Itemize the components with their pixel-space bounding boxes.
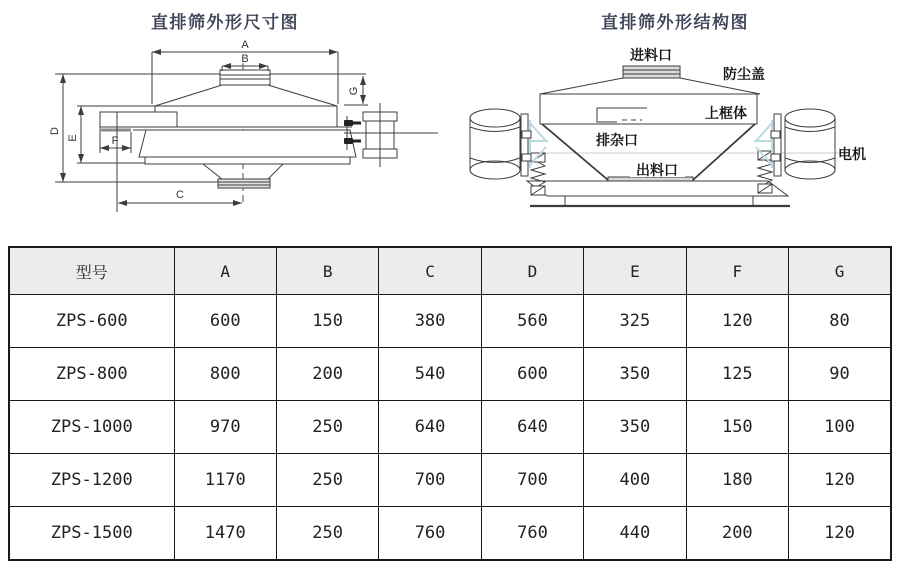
value-cell: 150 xyxy=(686,401,788,454)
value-cell: 120 xyxy=(686,295,788,348)
table-row xyxy=(9,401,891,454)
motor-left xyxy=(470,109,520,179)
model-cell: ZPS-600 xyxy=(9,295,174,348)
table-row xyxy=(9,454,891,507)
value-cell: 640 xyxy=(379,401,481,454)
value-cell: 250 xyxy=(276,507,378,561)
value-cell: 600 xyxy=(481,348,583,401)
value-cell: 1170 xyxy=(174,454,276,507)
value-cell: 640 xyxy=(481,401,583,454)
value-cell: 970 xyxy=(174,401,276,454)
dimension-figure-title: 直排筛外形尺寸图 xyxy=(151,13,299,32)
value-cell: 440 xyxy=(584,507,686,561)
model-cell: ZPS-1200 xyxy=(9,454,174,507)
motor-right xyxy=(785,109,835,179)
side-motor xyxy=(344,103,438,167)
value-cell: 700 xyxy=(481,454,583,507)
value-cell: 760 xyxy=(481,507,583,561)
dimension-diagram xyxy=(0,0,450,235)
value-cell: 80 xyxy=(789,295,891,348)
structure-figure-title: 直排筛外形结构图 xyxy=(601,13,749,32)
inlet-flange xyxy=(220,70,270,85)
header-e: E xyxy=(584,247,686,295)
table-row xyxy=(9,348,891,401)
table-row xyxy=(9,507,891,561)
dim-label-c: C xyxy=(176,189,184,201)
value-cell: 250 xyxy=(276,454,378,507)
top-cone xyxy=(155,85,337,106)
header-c: C xyxy=(379,247,481,295)
dim-label-d: D xyxy=(49,127,61,135)
label-upper-frame: 上框体 xyxy=(705,105,747,121)
value-cell: 100 xyxy=(789,401,891,454)
header-g: G xyxy=(789,247,891,295)
value-cell: 540 xyxy=(379,348,481,401)
value-cell: 250 xyxy=(276,401,378,454)
dim-label-g: G xyxy=(348,86,360,96)
table-row xyxy=(9,295,891,348)
dim-label-f: F xyxy=(111,135,119,147)
mount-bracket-right xyxy=(754,120,772,168)
label-motor: 电机 xyxy=(838,146,866,162)
value-cell: 200 xyxy=(276,348,378,401)
label-discharge-outlet: 出料口 xyxy=(636,162,678,178)
header-f: F xyxy=(686,247,788,295)
upper-body xyxy=(155,106,337,127)
header-b: B xyxy=(276,247,378,295)
structure-drawing xyxy=(470,66,840,206)
structure-diagram xyxy=(450,0,900,235)
value-cell: 125 xyxy=(686,348,788,401)
inlet-flange xyxy=(623,66,680,78)
value-cell: 380 xyxy=(379,295,481,348)
value-cell: 150 xyxy=(276,295,378,348)
dimension-table xyxy=(8,246,892,561)
dim-label-a: A xyxy=(241,39,249,51)
value-cell: 325 xyxy=(584,295,686,348)
label-inlet: 进料口 xyxy=(630,47,672,63)
value-cell: 560 xyxy=(481,295,583,348)
value-cell: 120 xyxy=(789,507,891,561)
value-cell: 90 xyxy=(789,348,891,401)
table-header-row xyxy=(9,247,891,295)
value-cell: 350 xyxy=(584,401,686,454)
value-cell: 200 xyxy=(686,507,788,561)
dim-label-b: B xyxy=(241,53,249,65)
value-cell: 400 xyxy=(584,454,686,507)
dim-label-e: E xyxy=(67,134,79,142)
value-cell: 120 xyxy=(789,454,891,507)
model-cell: ZPS-1500 xyxy=(9,507,174,561)
header-model: 型号 xyxy=(9,247,174,295)
value-cell: 700 xyxy=(379,454,481,507)
model-cell: ZPS-800 xyxy=(9,348,174,401)
model-cell: ZPS-1000 xyxy=(9,401,174,454)
base-platform xyxy=(527,181,790,206)
label-impurity-outlet: 排杂口 xyxy=(596,132,638,148)
label-dust-cover: 防尘盖 xyxy=(723,66,765,82)
header-a: A xyxy=(174,247,276,295)
header-d: D xyxy=(481,247,583,295)
value-cell: 600 xyxy=(174,295,276,348)
value-cell: 180 xyxy=(686,454,788,507)
value-cell: 760 xyxy=(379,507,481,561)
lower-body xyxy=(139,130,356,157)
value-cell: 800 xyxy=(174,348,276,401)
value-cell: 1470 xyxy=(174,507,276,561)
sieve-side-view xyxy=(55,52,438,212)
value-cell: 350 xyxy=(584,348,686,401)
